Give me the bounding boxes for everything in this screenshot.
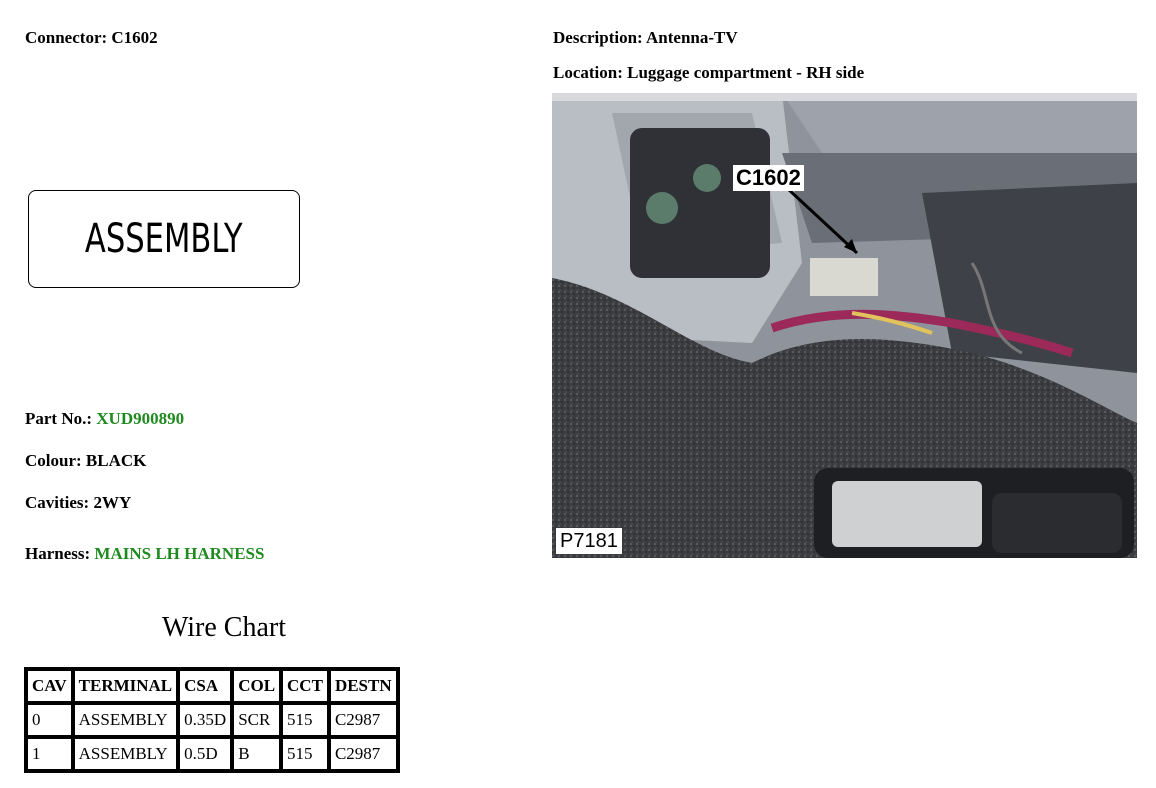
- cell-terminal: ASSEMBLY: [73, 737, 179, 771]
- cell-destn: C2987: [329, 737, 398, 771]
- part-number-line: [25, 409, 184, 429]
- cell-destn: C2987: [329, 703, 398, 737]
- cell-csa: 0.5D: [178, 737, 232, 771]
- location-photo: [552, 93, 1137, 558]
- connector-label: [25, 28, 158, 48]
- photo-reference-label: P7181: [556, 528, 622, 554]
- photo-callout-label: C1602: [733, 165, 804, 191]
- cavities-label: Cavities:: [25, 493, 90, 512]
- cell-cct: 515: [281, 737, 329, 771]
- cell-terminal: ASSEMBLY: [73, 703, 179, 737]
- connector-label-key: Connector:: [25, 28, 108, 47]
- description-label: [553, 28, 738, 48]
- wire-chart-title: Wire Chart: [161, 612, 287, 643]
- harness-line: [25, 544, 264, 564]
- connector-face-diagram: [28, 190, 300, 288]
- cell-csa: 0.35D: [178, 703, 232, 737]
- column-header-cav: CAV: [26, 669, 73, 703]
- colour-label: Colour:: [25, 451, 82, 470]
- table-row: [26, 703, 398, 737]
- location-label: [553, 63, 864, 83]
- location-label-key: Location:: [553, 63, 623, 82]
- cavities-value: 2WY: [93, 493, 132, 512]
- column-header-csa: CSA: [178, 669, 232, 703]
- cell-cav: 0: [26, 703, 73, 737]
- luggage-compartment-photo: [552, 93, 1137, 558]
- harness-label: Harness:: [25, 544, 91, 563]
- colour-value: BLACK: [85, 451, 147, 470]
- cell-col: B: [232, 737, 281, 771]
- cell-col: SCR: [232, 703, 281, 737]
- column-header-terminal: TERMINAL: [73, 669, 179, 703]
- description-value: Antenna-TV: [646, 28, 738, 47]
- assembly-text: ASSEMBLY: [85, 216, 243, 262]
- wire-chart-table: [24, 667, 400, 773]
- table-header-row: [26, 669, 398, 703]
- cell-cav: 1: [26, 737, 73, 771]
- column-header-destn: DESTN: [329, 669, 398, 703]
- connector-value: C1602: [111, 28, 158, 47]
- part-number-link[interactable]: XUD900890: [96, 409, 185, 428]
- cell-cct: 515: [281, 703, 329, 737]
- description-label-key: Description:: [553, 28, 643, 47]
- part-number-label: Part No.:: [25, 409, 93, 428]
- colour-line: [25, 451, 146, 471]
- table-row: [26, 737, 398, 771]
- column-header-cct: CCT: [281, 669, 329, 703]
- location-value: Luggage compartment - RH side: [627, 63, 865, 82]
- cavities-line: [25, 493, 131, 513]
- column-header-col: COL: [232, 669, 281, 703]
- harness-link[interactable]: MAINS LH HARNESS: [94, 544, 265, 563]
